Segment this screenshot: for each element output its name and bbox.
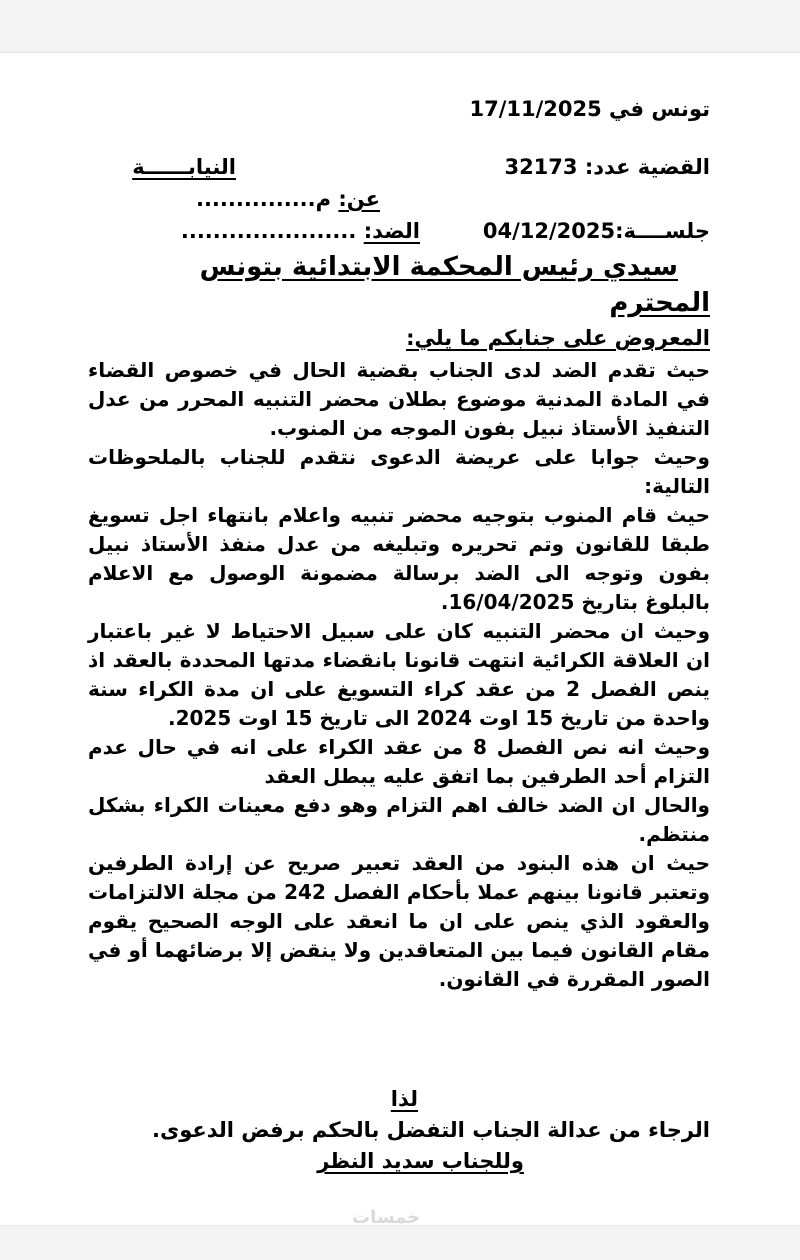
opponent-label: الضد:: [363, 219, 420, 243]
closing-line: وللجناب سديد النظر: [317, 1149, 524, 1173]
request-line: الرجاء من عدالة الجناب التفضل بالحكم برفض الدعوى.: [151, 1118, 710, 1142]
opponent-value: ......................: [180, 219, 357, 243]
intro-line: المعروض على جنابكم ما يلي:: [406, 326, 710, 350]
case-number: القضية عدد: 32173: [504, 155, 710, 179]
date-line: تونس في 17/11/2025: [469, 97, 710, 121]
paragraph-3: حيث قام المنوب بتوجيه محضر تنبيه واعلام بانتهاء اجل تسويغ طبقا للقانون وتم تحريره وتبليغه من عدل منفذ الأستاذ نبيل بفون وتوجه الى الضد برسالة مضمونة الوصول مع الاعلام بالبلوغ بتاريخ 16/04/2025.: [88, 503, 710, 614]
paragraph-1: حيث تقدم الضد لدى الجناب بقضية الحال في خصوص القضاء في المادة المدنية موضوع بطلان محضر التنبيه المحرر من عدل التنفيذ الأستاذ نبيل بفون الموجه من المنوب.: [88, 358, 710, 440]
respected-title: المحترم: [609, 288, 710, 318]
paragraph-5: وحيث انه نص الفصل 8 من عقد الكراء على انه في حال عدم التزام أحد الطرفين بما اتفق عليه يبطل العقد: [88, 735, 711, 788]
prosecution-label: النيابــــــة: [132, 155, 236, 179]
watermark: خمسات: [352, 1207, 421, 1228]
paragraph-2: وحيث جوابا على عريضة الدعوى نتقدم للجناب بالملحوظات التالية:: [88, 445, 710, 498]
top-bar: [0, 0, 800, 53]
addressee: سيدي رئيس المحكمة الابتدائية بتونس: [199, 252, 678, 282]
paragraph-6: والحال ان الضد خالف اهم التزام وهو دفع معينات الكراء بشكل منتظم.: [88, 793, 710, 846]
session-date: جلســــة:04/12/2025: [482, 219, 710, 243]
paragraph-4: وحيث ان محضر التنبيه كان على سبيل الاحتياط لا غير باعتبار ان العلاقة الكرائية انتهت قانونا بانقضاء مدتها المحددة بالعقد اذ ينص الفصل 2 من عقد كراء التسويغ على ان مدة الكراء سنة واحدة من تاريخ 15 اوت 2024 الى تاريخ 15 اوت 2025.: [88, 619, 711, 730]
from-field: [196, 184, 380, 214]
opponent-field: [181, 216, 420, 246]
from-label: عن:: [338, 187, 380, 211]
document-body: [88, 356, 710, 994]
therefore-heading: لذا: [390, 1087, 418, 1111]
bottom-bar: [0, 1225, 800, 1260]
from-value: م...............: [195, 187, 332, 211]
paragraph-7: حيث ان هذه البنود من العقد تعبير صريح عن إرادة الطرفين وتعتبر قانونا بينهم عملا بأحكام الفصل 242 من مجلة الالتزامات والعقود الذي ينص على ان ما انعقد على الوجه الصحيح يقوم مقام القانون فيما بين المتعاقدين ولا ينقض إلا برضائهما أو في الصور المقررة في القانون.: [88, 851, 710, 991]
